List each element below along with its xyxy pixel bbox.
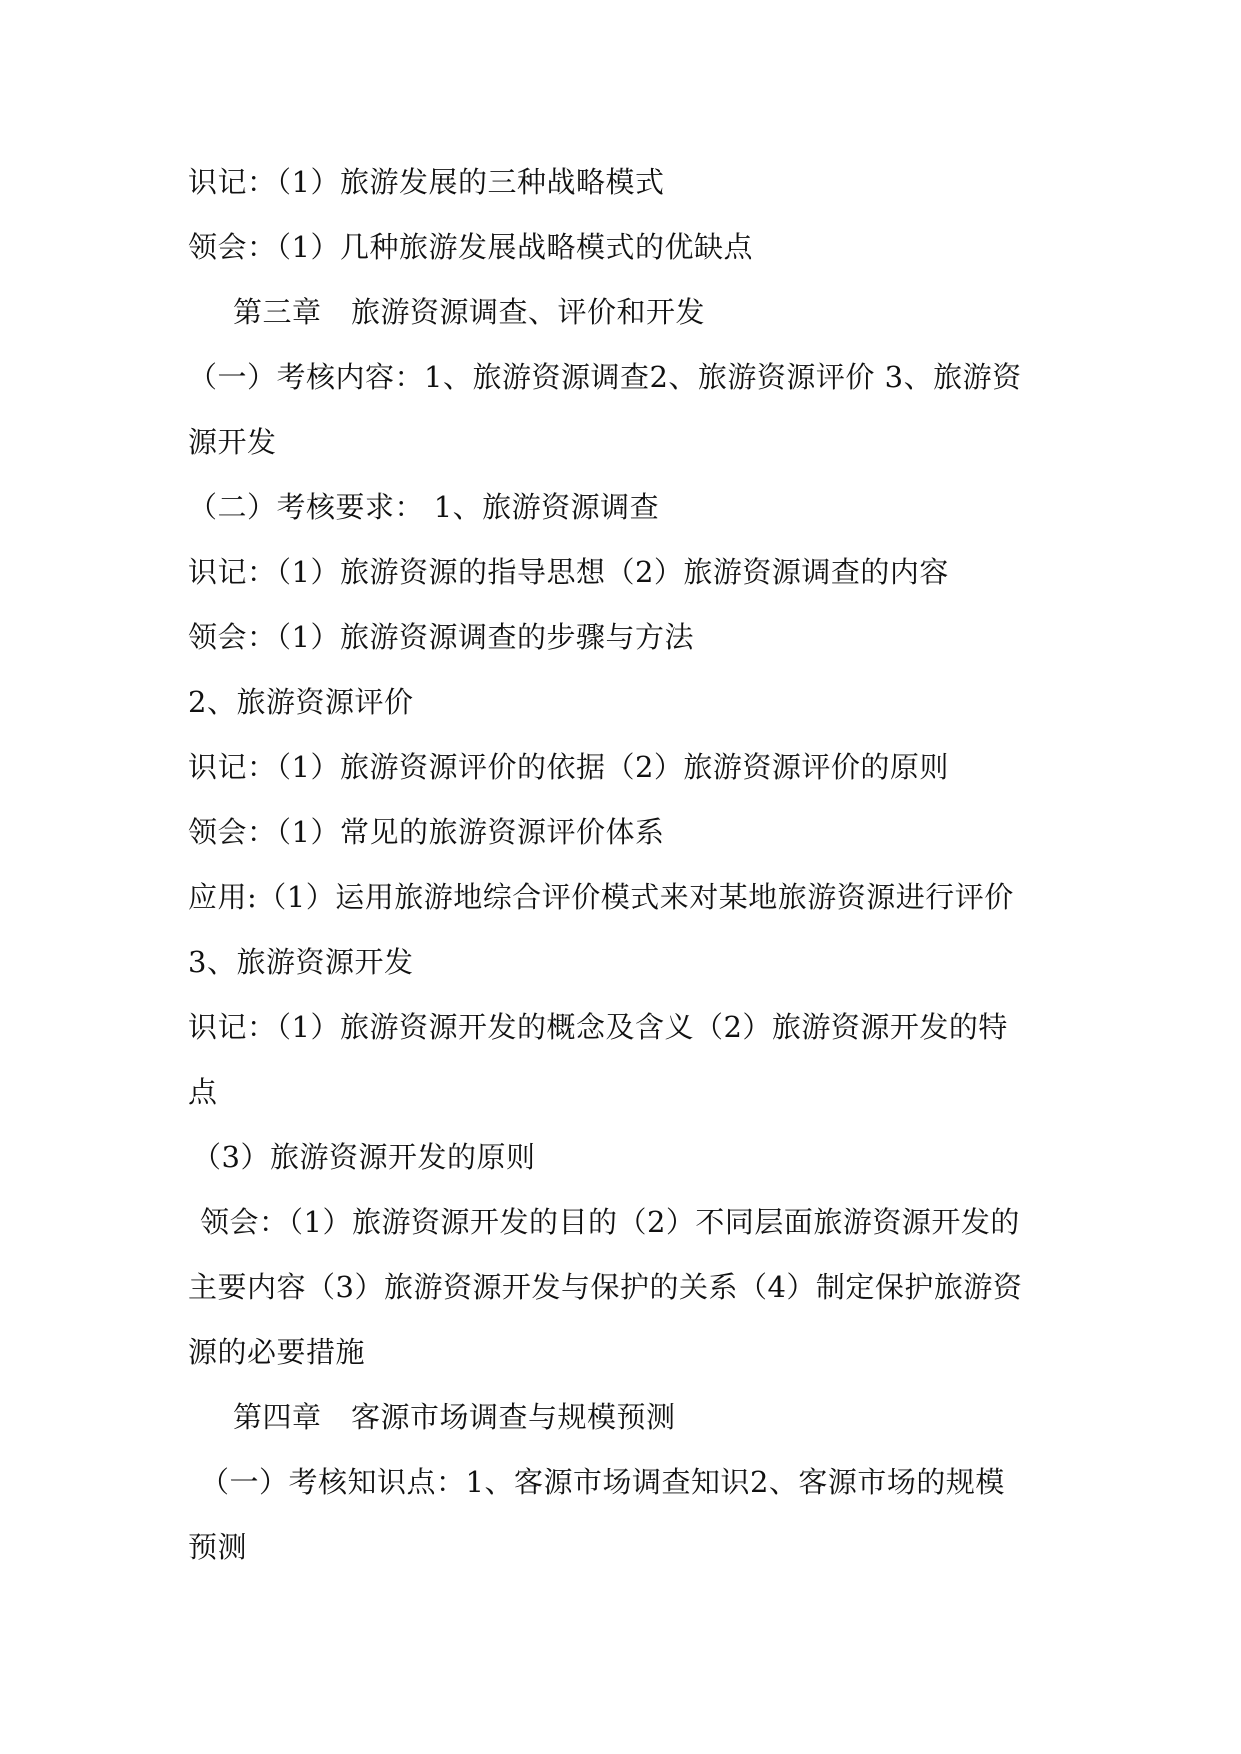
text-line: 源的必要措施	[188, 1335, 366, 1369]
text-line: 主要内容（3）旅游资源开发与保护的关系（4）制定保护旅游资	[188, 1270, 1023, 1304]
text-line: 识记：（1）旅游资源的指导思想（2）旅游资源调查的内容	[188, 555, 949, 589]
text-line: 源开发	[188, 425, 277, 459]
chapter-heading: 第四章 客源市场调查与规模预测	[233, 1400, 676, 1434]
section-heading: 2、旅游资源评价	[188, 685, 414, 719]
text-line: 识记：（1）旅游资源开发的概念及含义（2）旅游资源开发的特	[188, 1010, 1008, 1044]
text-line: （一）考核知识点：1、客源市场调查知识2、客源市场的规模	[200, 1465, 1005, 1499]
text-line: （3）旅游资源开发的原则	[192, 1140, 536, 1174]
section-heading: 3、旅游资源开发	[188, 945, 414, 979]
chapter-heading: 第三章 旅游资源调查、评价和开发	[233, 295, 706, 329]
text-line: 识记：（1）旅游发展的三种战略模式	[188, 165, 665, 199]
text-line: （一）考核内容：1、旅游资源调查2、旅游资源评价 3、旅游资	[188, 360, 1022, 394]
text-line: 领会：（1）几种旅游发展战略模式的优缺点	[188, 230, 753, 264]
text-line: 领会：（1）常见的旅游资源评价体系	[188, 815, 665, 849]
text-line: 预测	[188, 1530, 248, 1564]
text-line: 识记：（1）旅游资源评价的依据（2）旅游资源评价的原则	[188, 750, 949, 784]
text-line: （二）考核要求： 1、旅游资源调查	[188, 490, 660, 524]
text-line: 领会：（1）旅游资源调查的步骤与方法	[188, 620, 694, 654]
text-line: 领会：（1）旅游资源开发的目的（2）不同层面旅游资源开发的	[200, 1205, 1020, 1239]
text-line: 应用:（1）运用旅游地综合评价模式来对某地旅游资源进行评价	[188, 880, 1014, 914]
text-line: 点	[188, 1075, 218, 1109]
document-body	[188, 150, 1078, 1580]
